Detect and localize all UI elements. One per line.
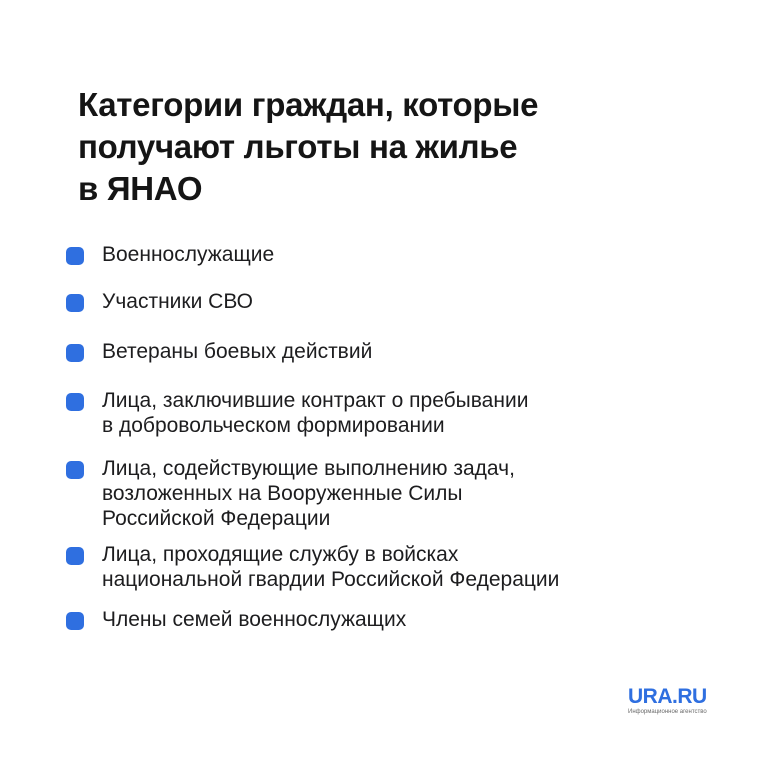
ura-logo bbox=[628, 686, 728, 718]
list-item-line: Российской Федерации bbox=[102, 507, 331, 530]
title-line: получают льготы на жилье bbox=[78, 128, 518, 165]
list-item-text bbox=[102, 542, 559, 592]
list-item-text bbox=[102, 289, 253, 314]
list-item-line: Лица, заключившие контракт о пребывании bbox=[102, 389, 529, 412]
bullet-icon bbox=[66, 294, 84, 312]
list-item-line: возложенных на Вооруженные Силы bbox=[102, 482, 463, 505]
list-item-line: Лица, содействующие выполнению задач, bbox=[102, 457, 515, 480]
list-item-text bbox=[102, 339, 372, 364]
bullet-icon bbox=[66, 344, 84, 362]
page-title bbox=[78, 84, 718, 210]
list-item-text bbox=[102, 388, 528, 438]
list-item-text bbox=[102, 456, 515, 531]
list-item-line: в добровольческом формировании bbox=[102, 414, 445, 437]
bullet-icon bbox=[66, 612, 84, 630]
list-item-line: Ветераны боевых действий bbox=[102, 340, 373, 363]
bullet-icon bbox=[66, 547, 84, 565]
list-item-line: Военнослужащие bbox=[102, 243, 275, 266]
list-item-text bbox=[102, 242, 274, 267]
list-item-line: Участники СВО bbox=[102, 290, 253, 313]
bullet-icon bbox=[66, 393, 84, 411]
list-item-line: национальной гвардии Российской Федерации bbox=[102, 568, 560, 591]
list-item-line: Лица, проходящие службу в войсках bbox=[102, 543, 459, 566]
list-item-line: Члены семей военнослужащих bbox=[102, 608, 407, 631]
title-line: Категории граждан, которые bbox=[78, 86, 539, 123]
logo-subtitle: Информационное агентство bbox=[628, 709, 707, 715]
bullet-icon bbox=[66, 461, 84, 479]
logo-text: URA.RU bbox=[628, 685, 707, 708]
title-line: в ЯНАО bbox=[78, 170, 203, 207]
bullet-icon bbox=[66, 247, 84, 265]
list-item-text bbox=[102, 607, 406, 632]
